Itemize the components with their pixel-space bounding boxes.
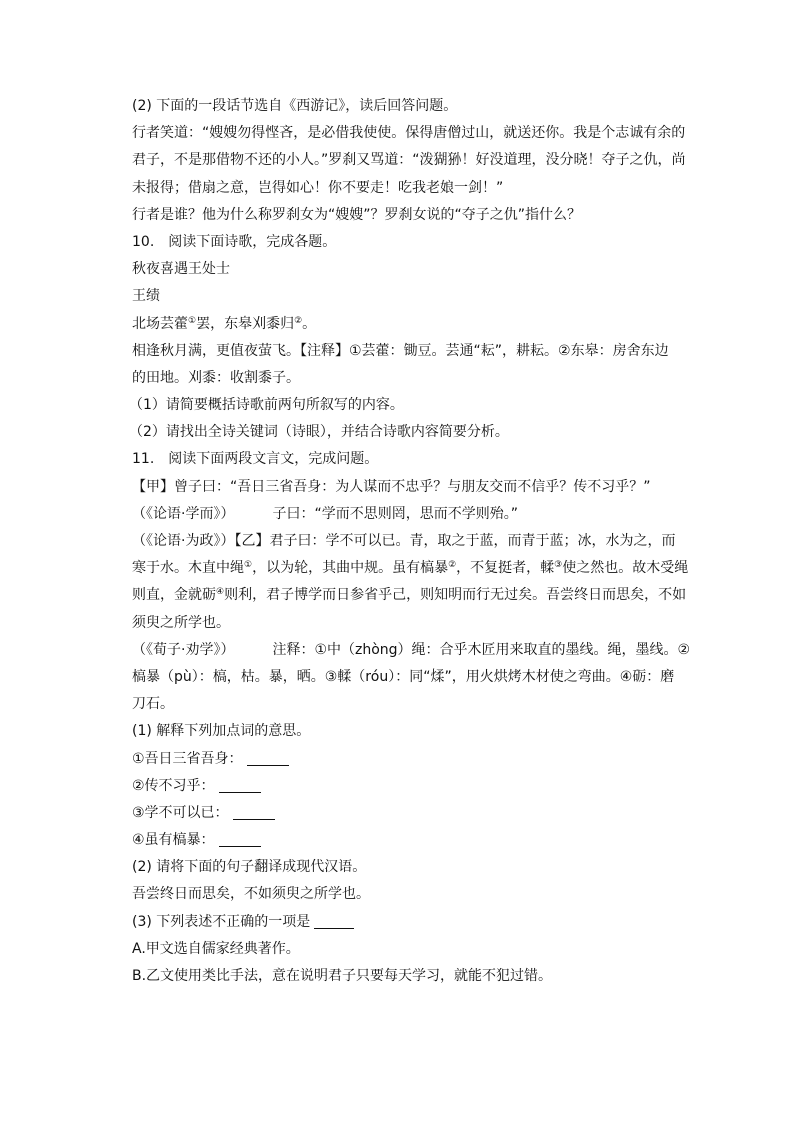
footnote-mark: ④ — [216, 587, 225, 598]
answer-blank[interactable] — [247, 751, 289, 766]
footnote-mark: ③ — [554, 560, 563, 571]
passage-line-1: 行者笑道：“嫂嫂勿得悭吝，是必借我使使。保得唐僧过山，就送还你。我是个志诚有余的 — [132, 125, 686, 142]
sub-item-1: ①吾日三省吾身： — [132, 746, 697, 773]
poem-line-2-with-notes: 相逢秋月满，更值夜萤飞。【注释】①芸藿：锄豆。芸通“耘”，耕耘。②东皋：房舍东边 — [132, 342, 669, 359]
question-11-part-3: (3) 下列表述不正确的一项是 — [132, 909, 697, 936]
answer-blank[interactable] — [233, 805, 275, 820]
footnote-mark: ② — [448, 560, 457, 571]
footnote-mark: ① — [188, 315, 197, 326]
translation-sentence: 吾尝终日而思矣，不如须臾之所学也。 — [132, 886, 370, 903]
text-yi-line-2: 寒于水。木直中绳①，以为轮，其曲中规。虽有槁暴②，不复挺者，輮③使之然也。故木受绳 — [132, 560, 689, 577]
text-yi-notes-1: （《荀子·劝学》） 注释：①中（zhòng）绳：合乎木匠用来取直的墨线。绳，墨线。② — [132, 641, 691, 658]
answer-blank[interactable] — [219, 832, 261, 847]
passage-line-3: 未报得；借扇之意，岂得如心！你不要走！吃我老娘一剑！” — [132, 179, 504, 196]
sub-item-4: ④虽有槁暴： — [132, 827, 697, 854]
option-a: A.甲文选自儒家经典著作。 — [132, 940, 300, 957]
question-10-part-2: （2）请找出全诗关键词（诗眼），并结合诗歌内容简要分析。 — [129, 424, 509, 441]
text-jia-line-2: （《论语·学而》） 子曰：“学而不思则罔，思而不学则殆。” — [132, 505, 518, 522]
text-yi-line-1: （《论语·为政》）【乙】君子曰：学不可以已。青，取之于蓝，而青于蓝；冰，水为之，而 — [132, 533, 676, 549]
text-yi-notes-3: 刀石。 — [132, 696, 174, 713]
question-11-part-1: (1) 解释下列加点词的意思。 — [132, 723, 311, 740]
footnote-mark: ① — [244, 560, 253, 571]
document-content — [129, 93, 697, 990]
text-jia-line-1: 【甲】曾子曰：“吾日三省吾身：为人谋而不忠乎？与朋友交而不信乎？传不习乎？” — [132, 478, 651, 495]
option-b: B.乙文使用类比手法，意在说明君子只要每天学习，就能不犯过错。 — [132, 968, 553, 984]
text-yi-line-3: 则直，金就砺④则利，君子博学而日参省乎己，则知明而行无过矣。吾尝终日而思矣，不如 — [132, 587, 687, 604]
text-yi-line-4: 须臾之所学也。 — [132, 614, 230, 631]
sub-item-3: ③学不可以已： — [132, 800, 697, 827]
sub-item-2: ②传不习乎： — [132, 773, 697, 800]
question-11-heading: 11. 阅读下面两段文言文，完成问题。 — [132, 451, 379, 468]
text-yi-notes-2: 槁暴（pù）：槁，枯。暴，晒。③輮（róu）：同“煣”，用火烘烤木材使之弯曲。④砺：磨 — [132, 668, 675, 685]
poem-notes-cont: 的田地。刈黍：收割黍子。 — [132, 369, 300, 386]
poem-author: 王绩 — [132, 288, 160, 305]
question-10-part-1: （1）请简要概括诗歌前两句所叙写的内容。 — [129, 397, 404, 414]
answer-blank[interactable] — [219, 778, 261, 793]
answer-blank[interactable] — [314, 914, 354, 929]
question-2-asks: 行者是谁？他为什么称罗刹女为“嫂嫂”？罗刹女说的“夺子之仇”指什么？ — [132, 206, 582, 223]
footnote-mark: ② — [294, 315, 303, 326]
passage-line-2: 君子，不是那借物不还的小人。”罗刹又骂道：“泼猢狲！好没道理，没分晓！夺子之仇，尚 — [132, 152, 686, 169]
question-2-prompt: (2) 下面的一段话节选自《西游记》，读后回答问题。 — [132, 98, 458, 114]
question-10-heading: 10. 阅读下面诗歌，完成各题。 — [132, 233, 337, 250]
poem-title: 秋夜喜遇王处士 — [132, 261, 230, 278]
question-11-part-2: (2) 请将下面的句子翻译成现代汉语。 — [132, 859, 367, 876]
poem-line-1: 北场芸藿①罢，东皋刈黍归②。 — [132, 315, 317, 332]
